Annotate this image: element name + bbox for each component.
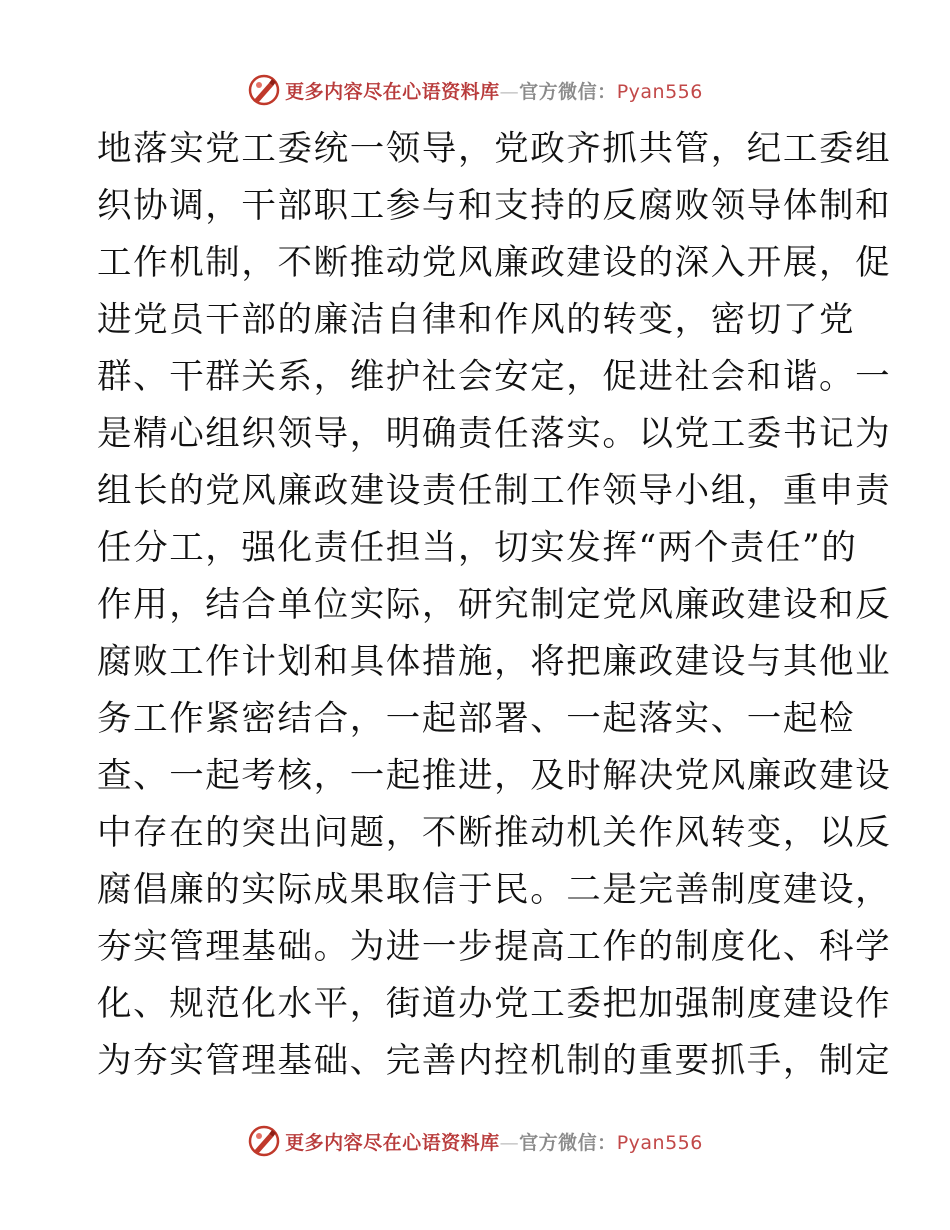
- body-line: 腐败工作计划和具体措施，将把廉政建设与其他业: [97, 642, 892, 682]
- body-line: 群、干群关系，维护社会安定，促进社会和谐。一: [97, 357, 892, 397]
- body-line: 地落实党工委统一领导，党政齐抓共管，纪工委组: [97, 129, 892, 169]
- body-line: 中存在的突出问题，不断推动机关作风转变，以反: [97, 813, 892, 853]
- body-line: 工作机制，不断推动党风廉政建设的深入开展，促: [97, 243, 892, 283]
- footer-banner: [0, 1121, 950, 1161]
- banner-main-text: 更多内容尽在心语资料库: [285, 80, 500, 103]
- banner-wechat-id: Pyan556: [616, 1131, 703, 1154]
- body-line: 务工作紧密结合，一起部署、一起落实、一起检: [97, 699, 856, 739]
- banner-text: [285, 1128, 703, 1155]
- body-line: 进党员干部的廉洁自律和作风的转变，密切了党: [97, 300, 856, 340]
- body-line: 组长的党风廉政建设责任制工作领导小组，重申责: [97, 471, 892, 511]
- body-line: 作用，结合单位实际，研究制定党风廉政建设和反: [97, 585, 892, 625]
- document-body: [97, 121, 892, 1090]
- body-line: 是精心组织领导，明确责任落实。以党工委书记为: [97, 414, 892, 454]
- banner-dash: —: [499, 1131, 520, 1154]
- body-line: 任分工，强化责任担当，切实发挥“两个责任”的: [97, 528, 858, 568]
- pen-logo-icon: [247, 73, 281, 107]
- banner-main-text: 更多内容尽在心语资料库: [285, 1131, 500, 1154]
- header-banner: [0, 70, 950, 110]
- body-line: 织协调，干部职工参与和支持的反腐败领导体制和: [97, 186, 892, 226]
- banner-wechat-id: Pyan556: [616, 80, 703, 103]
- body-line: 查、一起考核，一起推进，及时解决党风廉政建设: [97, 756, 892, 796]
- body-line: 夯实管理基础。为进一步提高工作的制度化、科学: [97, 927, 892, 967]
- banner-dash: —: [499, 80, 520, 103]
- body-line: 腐倡廉的实际成果取信于民。二是完善制度建设，: [97, 870, 892, 910]
- body-line: 化、规范化水平，街道办党工委把加强制度建设作: [97, 984, 892, 1024]
- body-line: 为夯实管理基础、完善内控机制的重要抓手，制定: [97, 1041, 892, 1081]
- banner-official-label: 官方微信：: [519, 1131, 617, 1154]
- banner-official-label: 官方微信：: [519, 80, 617, 103]
- pen-logo-icon: [247, 1124, 281, 1158]
- banner-text: [285, 77, 703, 104]
